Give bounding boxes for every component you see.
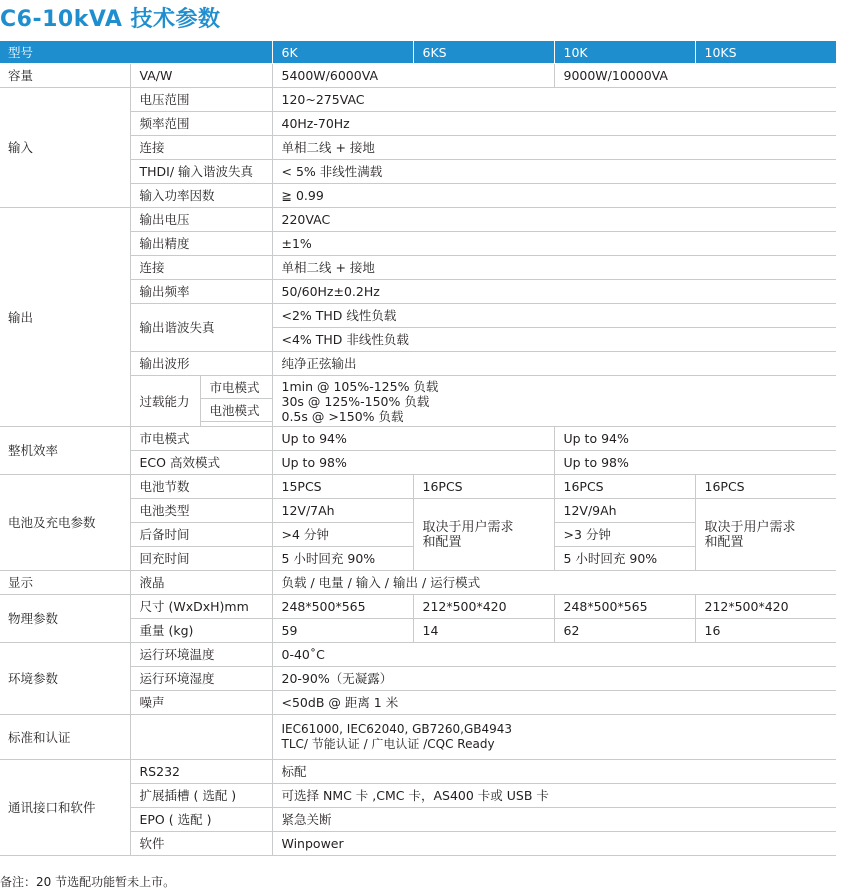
- cell-value: 16PCS: [695, 475, 836, 499]
- row-label: 电池类型: [130, 499, 272, 523]
- note-line: 和配置: [422, 534, 462, 550]
- group-display: 显示: [0, 571, 130, 595]
- standards-line: IEC61000, IEC62040, GB7260,GB4943: [281, 722, 513, 736]
- cell-value: 16PCS: [554, 475, 695, 499]
- cell-value: Up to 94%: [554, 427, 836, 451]
- cell-value: 120~275VAC: [272, 88, 836, 112]
- row-label: EPO ( 选配 ): [130, 808, 272, 832]
- row-label: 输出频率: [130, 280, 272, 304]
- row-label: THDI/ 输入谐波失真: [130, 160, 272, 184]
- sub-label: 电池模式: [200, 399, 272, 422]
- cell-value: Winpower: [272, 832, 836, 856]
- cell-value: 62: [554, 619, 695, 643]
- row-label-empty: [130, 715, 272, 760]
- row-label: VA/W: [130, 64, 272, 88]
- cell-value: 9000W/10000VA: [554, 64, 836, 88]
- cell-value: [272, 715, 836, 760]
- cell-value: 16: [695, 619, 836, 643]
- note-line: 和配置: [704, 534, 744, 550]
- note-line: 取决于用户需求: [704, 519, 796, 535]
- cell-value: 12V/7Ah: [272, 499, 413, 523]
- cell-value: >4 分钟: [272, 523, 413, 547]
- table-row: [0, 571, 836, 595]
- cell-value: 20-90%（无凝露）: [272, 667, 836, 691]
- row-label: 尺寸 (WxDxH)mm: [130, 595, 272, 619]
- group-comm: 通讯接口和软件: [0, 760, 130, 856]
- cell-value: ±1%: [272, 232, 836, 256]
- row-label: 输出波形: [130, 352, 272, 376]
- row-label: 连接: [130, 256, 272, 280]
- header-label: 型号: [0, 41, 272, 64]
- table-row: [0, 64, 836, 88]
- cell-value: [272, 376, 836, 427]
- cell-value: 单相二线 + 接地: [272, 256, 836, 280]
- cell-value-ks-note: [413, 499, 554, 571]
- cell-value: 59: [272, 619, 413, 643]
- cell-value: 12V/9Ah: [554, 499, 695, 523]
- model-6ks: 6KS: [413, 41, 554, 64]
- row-label: 输入功率因数: [130, 184, 272, 208]
- row-label: 重量 (kg): [130, 619, 272, 643]
- cell-value: 15PCS: [272, 475, 413, 499]
- row-label: 频率范围: [130, 112, 272, 136]
- cell-value: 单相二线 + 接地: [272, 136, 836, 160]
- cell-value: Up to 98%: [272, 451, 554, 475]
- table-row: [0, 427, 836, 451]
- note-line: 取决于用户需求: [422, 519, 514, 535]
- cell-value: 212*500*420: [413, 595, 554, 619]
- cell-value: 5400W/6000VA: [272, 64, 554, 88]
- table-row: [0, 643, 836, 667]
- group-efficiency: 整机效率: [0, 427, 130, 475]
- cell-value: 紧急关断: [272, 808, 836, 832]
- cell-value: 50/60Hz±0.2Hz: [272, 280, 836, 304]
- cell-value: 5 小时回充 90%: [272, 547, 413, 571]
- cell-value: 248*500*565: [272, 595, 413, 619]
- row-label: 扩展插槽 ( 选配 ): [130, 784, 272, 808]
- row-label: 回充时间: [130, 547, 272, 571]
- row-label: 液晶: [130, 571, 272, 595]
- spec-table: [0, 41, 836, 856]
- row-label: RS232: [130, 760, 272, 784]
- group-standards: 标准和认证: [0, 715, 130, 760]
- row-label: 电池节数: [130, 475, 272, 499]
- overload-line: 30s @ 125%-150% 负载: [281, 393, 430, 409]
- row-label: 输出电压: [130, 208, 272, 232]
- standards-line: TLC/ 节能认证 / 广电认证 /CQC Ready: [281, 737, 495, 751]
- footnote: 备注：20 节选配功能暂未上市。: [0, 875, 176, 889]
- row-label: 运行环境温度: [130, 643, 272, 667]
- cell-value: Up to 94%: [272, 427, 554, 451]
- cell-value: 212*500*420: [695, 595, 836, 619]
- cell-value: <4% THD 非线性负载: [272, 328, 836, 352]
- row-label: 输出精度: [130, 232, 272, 256]
- cell-value: 负载 / 电量 / 输入 / 输出 / 运行模式: [272, 571, 836, 595]
- group-output: 输出: [0, 208, 130, 427]
- cell-value-ks-note: [695, 499, 836, 571]
- row-label: 输出谐波失真: [130, 304, 272, 352]
- row-label: 运行环境湿度: [130, 667, 272, 691]
- cell-value: 标配: [272, 760, 836, 784]
- overload-line: 1min @ 105%-125% 负载: [281, 378, 439, 394]
- model-6k: 6K: [272, 41, 413, 64]
- group-battery: 电池及充电参数: [0, 475, 130, 571]
- row-label: 软件: [130, 832, 272, 856]
- group-input: 输入: [0, 88, 130, 208]
- group-physical: 物理参数: [0, 595, 130, 643]
- table-row: [0, 760, 836, 784]
- cell-value: 14: [413, 619, 554, 643]
- cell-value: < 5% 非线性满载: [272, 160, 836, 184]
- table-row: [0, 475, 836, 499]
- row-label: 噪声: [130, 691, 272, 715]
- cell-value: >3 分钟: [554, 523, 695, 547]
- cell-value: 220VAC: [272, 208, 836, 232]
- row-label: 电压范围: [130, 88, 272, 112]
- overload-line: 0.5s @ >150% 负载: [281, 408, 404, 424]
- cell-value: <50dB @ 距离 1 米: [272, 691, 836, 715]
- sub-label: 市电模式: [200, 376, 272, 399]
- row-label: 后备时间: [130, 523, 272, 547]
- row-label: 连接: [130, 136, 272, 160]
- cell-value: 纯净正弦输出: [272, 352, 836, 376]
- cell-value: ≧ 0.99: [272, 184, 836, 208]
- header-row: [0, 41, 836, 64]
- cell-value: 可选择 NMC 卡 ,CMC 卡，AS400 卡或 USB 卡: [272, 784, 836, 808]
- table-row: [0, 595, 836, 619]
- cell-value: Up to 98%: [554, 451, 836, 475]
- cell-value: 248*500*565: [554, 595, 695, 619]
- model-10ks: 10KS: [695, 41, 836, 64]
- table-row: [0, 715, 836, 760]
- cell-value: <2% THD 线性负载: [272, 304, 836, 328]
- group-capacity: 容量: [0, 64, 130, 88]
- table-row: [0, 88, 836, 112]
- page-title: C6-10kVA 技术参数: [0, 7, 221, 32]
- cell-value: 16PCS: [413, 475, 554, 499]
- row-label: 过载能力: [130, 376, 200, 427]
- table-row: [0, 208, 836, 232]
- cell-value: 0-40˚C: [272, 643, 836, 667]
- row-label: ECO 高效模式: [130, 451, 272, 475]
- cell-value: 5 小时回充 90%: [554, 547, 695, 571]
- cell-value: 40Hz-70Hz: [272, 112, 836, 136]
- group-environment: 环境参数: [0, 643, 130, 715]
- model-10k: 10K: [554, 41, 695, 64]
- row-label: 市电模式: [130, 427, 272, 451]
